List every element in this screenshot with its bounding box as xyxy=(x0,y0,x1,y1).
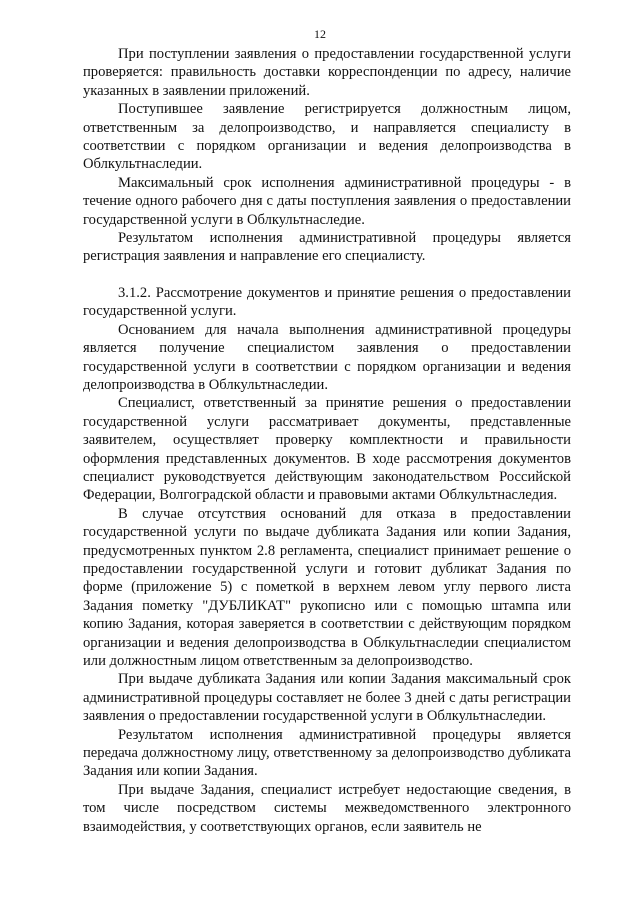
section-heading: 3.1.2. Рассмотрение документов и принятие решения о предоставлении государственной услуги. xyxy=(83,284,571,320)
paragraph: Поступившее заявление регистрируется должностным лицом, ответственным за делопроизводство, и направляется специалисту в соответствии с порядком организации и ведения делопроизводства в Облкультнаследии. xyxy=(83,101,571,173)
document-body xyxy=(83,45,571,836)
paragraph: При выдаче дубликата Задания или копии Задания максимальный срок административной процедуры составляет не более 3 дней с даты регистрации заявления о предоставлении государственной услуги в Облкультнаследии. xyxy=(83,671,571,725)
paragraph: Специалист, ответственный за принятие решения о предоставлении государственной услуги рассматривает документы, представленные заявителем, осуществляет проверку комплектности и правильности оформления представленных документов. В ходе рассмотрения документов специалист руководствуется действующим законодательством Российской Федерации, Волгоградской области и правовыми актами Облкультнаследия. xyxy=(83,395,571,504)
page-number: 12 xyxy=(314,27,326,41)
paragraph: Результатом исполнения административной процедуры является передача должностному лицу, ответственному за делопроизводство дубликата Задания или копии Задания. xyxy=(83,726,571,780)
paragraph: Основанием для начала выполнения административной процедуры является получение специалистом заявления о предоставлении государственной услуги в соответствии с порядком организации и ведения делопроизводства в Облкультнаследии. xyxy=(83,321,571,393)
paragraph-gap xyxy=(83,266,571,284)
paragraph: Результатом исполнения административной процедуры является регистрация заявления и направление его специалисту. xyxy=(83,230,571,265)
paragraph: В случае отсутствия оснований для отказа в предоставлении государственной услуги по выдаче дубликата Задания или копии Задания, предусмотренных пунктом 2.8 регламента, специалист принимает решение о предоставлении государственной услуги и готовит дубликат Задания по форме (приложение 5) с пометкой в верхнем левом углу первого листа Задания пометку "ДУБЛИКАТ" рукописно или с помощью штампа или копию Задания, которая заверяется в соответствии с действующим порядком организации и ведения делопроизводства в Облкультнаследии специалистом или должностным лицом ответственным за делопроизводство. xyxy=(83,505,571,669)
paragraph: При выдаче Задания, специалист истребует недостающие сведения, в том числе посредством системы межведомственного электронного взаимодействия, у соответствующих органов, если заявитель не xyxy=(83,781,571,835)
paragraph: Максимальный срок исполнения административной процедуры - в течение одного рабочего дня с даты поступления заявления о предоставлении государственной услуги в Облкультнаследие. xyxy=(83,174,571,228)
paragraph: При поступлении заявления о предоставлении государственной услуги проверяется: правильность доставки корреспонденции по адресу, наличие указанных в заявлении приложений. xyxy=(83,46,571,99)
